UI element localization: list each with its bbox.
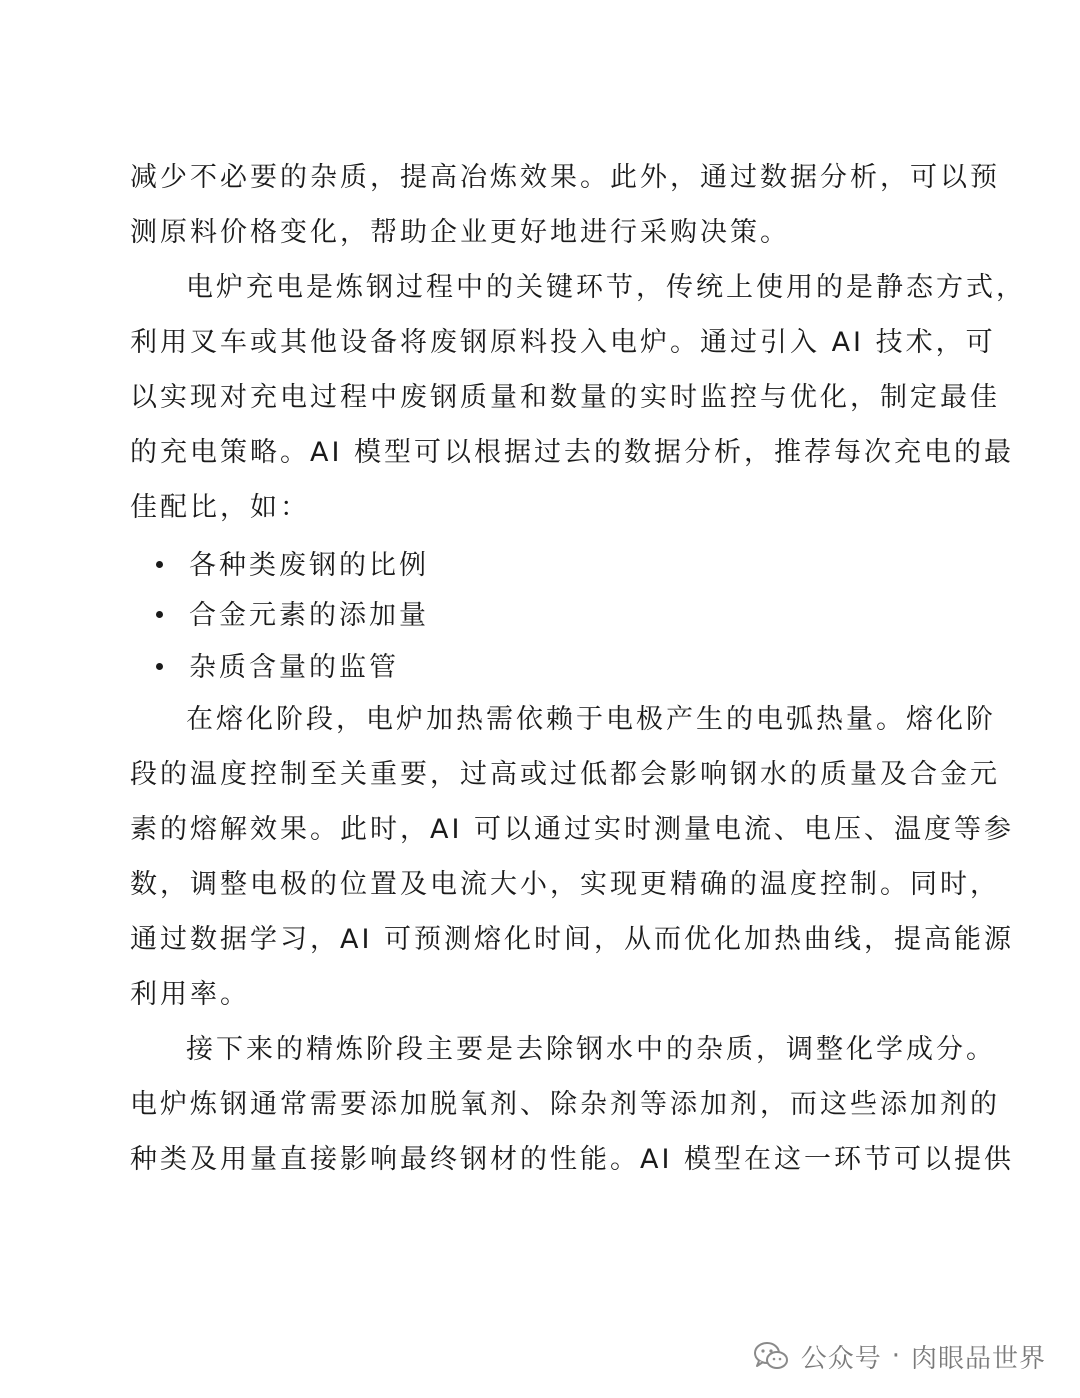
paragraph-line: 测原料价格变化，帮助企业更好地进行采购决策。	[130, 217, 790, 248]
watermark-footer	[753, 1336, 1046, 1376]
paragraph-line: 减少不必要的杂质，提高冶炼效果。此外，通过数据分析，可以预	[130, 162, 1000, 193]
paragraph-line: 电炉充电是炼钢过程中的关键环节，传统上使用的是静态方式，	[186, 272, 1026, 303]
paragraph-line: 电炉炼钢通常需要添加脱氧剂、除杂剂等添加剂，而这些添加剂的	[130, 1089, 1000, 1120]
bullet-item	[156, 650, 399, 686]
paragraph-line: 在熔化阶段，电炉加热需依赖于电极产生的电弧热量。熔化阶	[186, 704, 996, 735]
paragraph-line: 的充电策略。AI 模型可以根据过去的数据分析，推荐每次充电的最	[130, 437, 1015, 468]
footer-separator: ·	[891, 1341, 901, 1371]
footer-platform: 公众号	[800, 1343, 882, 1374]
paragraph-line: 通过数据学习，AI 可预测熔化时间，从而优化加热曲线，提高能源	[130, 924, 1015, 955]
paragraph-line: 利用率。	[130, 979, 250, 1010]
paragraph-line: 佳配比，如：	[130, 492, 310, 523]
footer-account: 肉眼品世界	[910, 1343, 1046, 1374]
bullet-text: 杂质含量的监管	[189, 652, 399, 683]
paragraph-line: 利用叉车或其他设备将废钢原料投入电炉。通过引入 AI 技术，可	[130, 327, 996, 358]
paragraph-line: 以实现对充电过程中废钢质量和数量的实时监控与优化，制定最佳	[130, 382, 1000, 413]
bullet-item	[156, 548, 429, 584]
paragraph-line: 接下来的精炼阶段主要是去除钢水中的杂质，调整化学成分。	[186, 1034, 996, 1065]
bullet-text: 合金元素的添加量	[189, 600, 429, 631]
bullet-dot-icon	[156, 663, 163, 670]
bullet-text: 各种类废钢的比例	[189, 550, 429, 581]
bullet-dot-icon	[156, 561, 163, 568]
wechat-icon	[753, 1341, 789, 1371]
paragraph-line: 数，调整电极的位置及电流大小，实现更精确的温度控制。同时，	[130, 869, 1000, 900]
bullet-dot-icon	[156, 611, 163, 618]
paragraph-line: 素的熔解效果。此时，AI 可以通过实时测量电流、电压、温度等参	[130, 814, 1015, 845]
bullet-item	[156, 598, 429, 634]
paragraph-line: 段的温度控制至关重要，过高或过低都会影响钢水的质量及合金元	[130, 759, 1000, 790]
paragraph-line: 种类及用量直接影响最终钢材的性能。AI 模型在这一环节可以提供	[130, 1144, 1015, 1175]
